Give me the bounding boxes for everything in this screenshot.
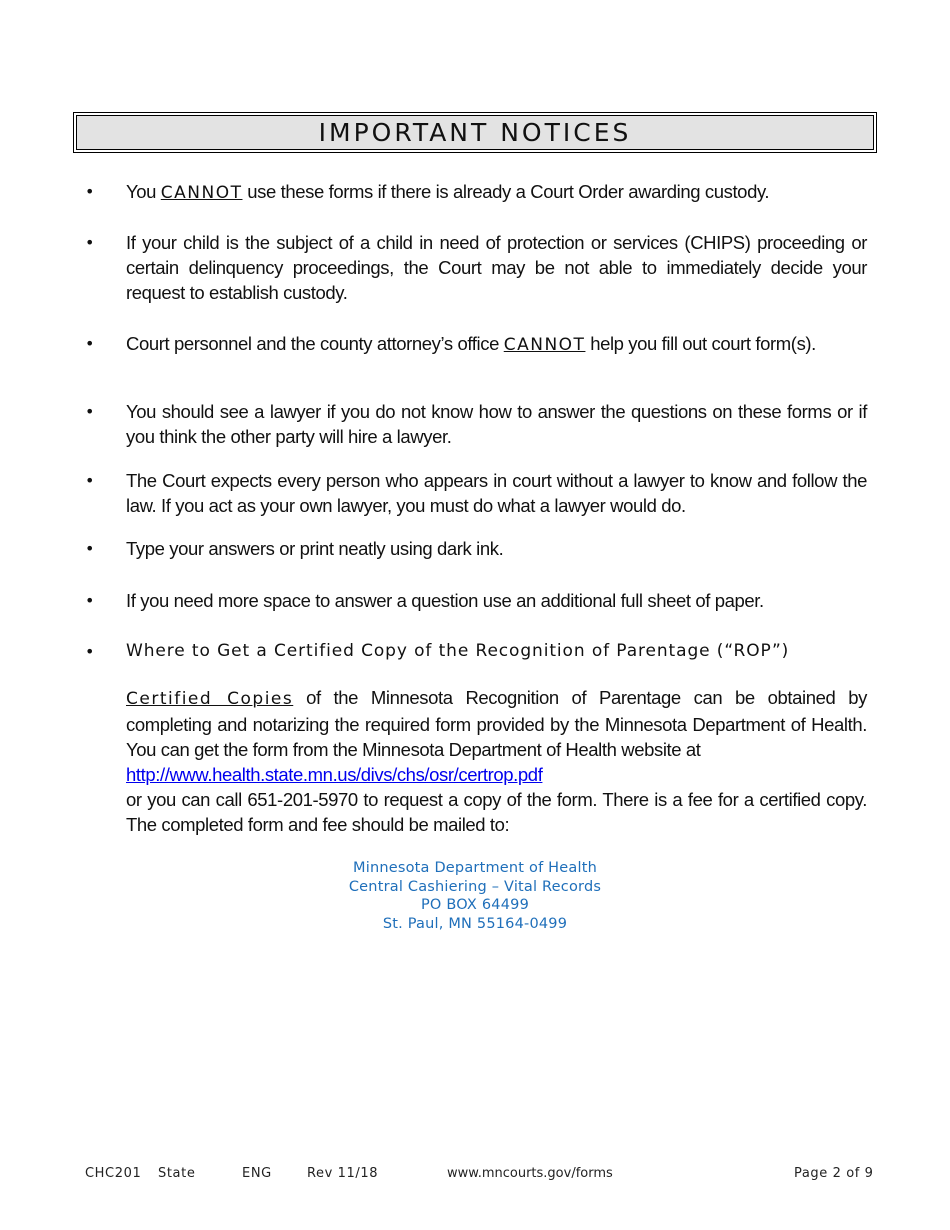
notice-1 [126,179,867,206]
notice-5: The Court expects every person who appears in court without a lawyer to know and follow the law. If you act as your own lawyer, you must do what a lawyer would do. [126,470,867,516]
bullet-6: • [85,539,95,558]
mailing-address [300,859,650,933]
page-title: IMPORTANT NOTICES [76,115,874,150]
address-line-4: St. Paul, MN 55164-0499 [382,915,568,932]
bullet-4: • [85,402,95,421]
footer-revision: Rev 11/18 [307,1166,379,1181]
notice-3-emphasis: CANNOT [503,335,586,355]
address-line-1: Minnesota Department of Health [353,860,597,876]
rop-text-2: or you can call 651-201-5970 to request a copy of the form. There is a fee for a certified copy. The completed form and fee should be mailed to: [126,789,867,835]
notice-1-before: You [126,181,157,202]
rop-form-link[interactable]: http://www.health.state.mn.us/divs/chs/osr/certrop.pdf [126,764,543,785]
notice-3-after: help you fill out court form(s). [590,333,816,354]
notice-1-after: use these forms if there is already a Court Order awarding custody. [247,181,770,202]
bullet-3: • [85,334,95,353]
rop-heading: Where to Get a Certified Copy of the Recognition of Parentage (“ROP”) [126,641,790,661]
footer-website: www.mncourts.gov/forms [447,1166,613,1181]
address-line-2: Central Cashiering – Vital Records [348,878,602,895]
footer-page-number: Page 2 of 9 [794,1166,874,1181]
notice-3 [126,331,867,358]
notice-4: You should see a lawyer if you do not know how to answer the questions on these forms or if you think the other party will hire a lawyer. [126,401,867,447]
bullet-1: • [85,182,95,201]
notice-6: Type your answers or print neatly using dark ink. [126,538,504,559]
notice-1-emphasis: CANNOT [160,183,243,203]
notice-7: If you need more space to answer a question use an additional full sheet of paper. [126,590,764,611]
rop-text-1: of the Minnesota Recognition of Parentage can be obtained by completing and notarizing the required form provided by the Minnesota Department of Health. You can get the form from the Minnesota Department of Health website at [126,687,867,760]
footer-jurisdiction: State [158,1166,196,1181]
footer-form-code: CHC201 [85,1166,142,1181]
address-line-3: PO BOX 64499 [420,897,529,913]
rop-paragraph [126,685,867,837]
notice-2: If your child is the subject of a child in need of protection or services (CHIPS) proceeding or certain delinquency proceedings, the Court may be not able to immediately decide your request to establish custody. [126,232,867,303]
footer-language: ENG [242,1166,272,1181]
title-box [73,112,877,153]
bullet-7: • [85,591,95,610]
bullet-2: • [85,233,95,252]
bullet-8: • [85,642,95,661]
rop-lead: Certified Copies [126,689,294,709]
bullet-5: • [85,471,95,490]
notice-3-before: Court personnel and the county attorney’s office [126,333,499,354]
